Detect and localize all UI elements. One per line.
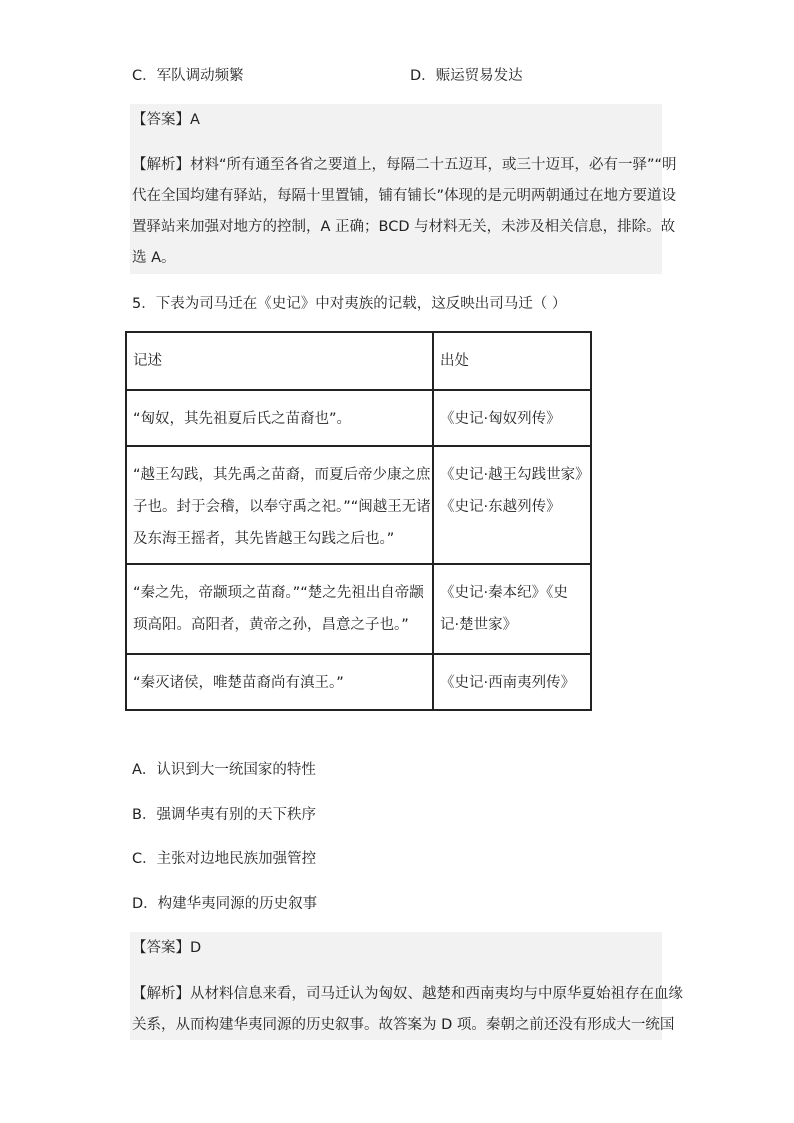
source-cell xyxy=(433,654,591,710)
record-line: 顼高阳。高阳者，黄帝之孙，昌意之子也。” xyxy=(133,617,409,633)
source-cell xyxy=(433,564,591,654)
answer-label: 【答案】D xyxy=(132,940,202,956)
source-cell xyxy=(433,446,591,564)
header-source: 出处 xyxy=(433,332,591,390)
source-line: 记·楚世家》 xyxy=(440,617,518,633)
record-line: “匈奴，其先祖夏后氏之苗裔也”。 xyxy=(133,411,352,427)
record-line: 子也。封于会稽，以奉守禹之祀。”“闽越王无诸 xyxy=(133,499,431,515)
source-cell xyxy=(433,390,591,446)
analysis-line: 【解析】材料“所有通至各省之要道上，每隔二十五迈耳，或三十迈耳，必有一驿”“明 xyxy=(132,157,677,173)
record-cell xyxy=(126,390,433,446)
option-a: A．认识到大一统国家的特性 xyxy=(132,762,316,778)
source-line: 《史记·匈奴列传》 xyxy=(440,411,561,427)
record-line: “秦之先，帝颛顼之苗裔。”“楚之先祖出自帝颛 xyxy=(133,585,424,601)
source-line: 《史记·西南夷列传》 xyxy=(440,675,576,691)
record-line: “越王勾践，其先禹之苗裔，而夏后帝少康之庶 xyxy=(133,467,431,483)
answer-label: 【答案】A xyxy=(132,112,200,128)
analysis-line: 关系，从而构建华夷同源的历史叙事。故答案为 D 项。秦朝之前还没有形成大一统国 xyxy=(132,1017,675,1033)
option-d: D．构建华夷同源的历史叙事 xyxy=(132,896,318,912)
option-b: B．强调华夷有别的天下秩序 xyxy=(132,807,316,823)
source-line: 《史记·秦本纪》《史 xyxy=(440,585,568,601)
table-row xyxy=(126,446,591,564)
table-row xyxy=(126,390,591,446)
table-row xyxy=(126,654,591,710)
option-c: C．主张对边地民族加强管控 xyxy=(132,851,317,867)
analysis-line: 【解析】从材料信息来看，司马迁认为匈奴、越楚和西南夷均与中原华夏始祖存在血缘 xyxy=(132,986,683,1002)
analysis-line: 选 A。 xyxy=(132,250,176,266)
analysis-line: 代在全国均建有驿站，每隔十里置铺，铺有铺长”体现的是元明两朝通过在地方要道设 xyxy=(132,188,677,204)
question-stem: 5．下表为司马迁在《史记》中对夷族的记载，这反映出司马迁（ ） xyxy=(132,296,567,312)
source-line: 《史记·东越列传》 xyxy=(440,499,561,515)
table-row xyxy=(126,564,591,654)
option-d: D．赈运贸易发达 xyxy=(410,68,523,84)
record-line: “秦灭诸侯，唯楚苗裔尚有滇王。” xyxy=(133,675,344,691)
table-header-row xyxy=(126,332,591,390)
header-record: 记述 xyxy=(126,332,433,390)
record-cell xyxy=(126,564,433,654)
analysis-line: 置驿站来加强对地方的控制，A 正确；BCD 与材料无关，未涉及相关信息，排除。故 xyxy=(132,219,676,235)
record-line: 及东海王摇者，其先皆越王勾践之后也。” xyxy=(133,531,395,547)
source-table xyxy=(125,331,592,711)
record-cell xyxy=(126,446,433,564)
record-cell xyxy=(126,654,433,710)
option-c: C．军队调动频繁 xyxy=(132,68,244,84)
source-line: 《史记·越王勾践世家》 xyxy=(440,467,590,483)
